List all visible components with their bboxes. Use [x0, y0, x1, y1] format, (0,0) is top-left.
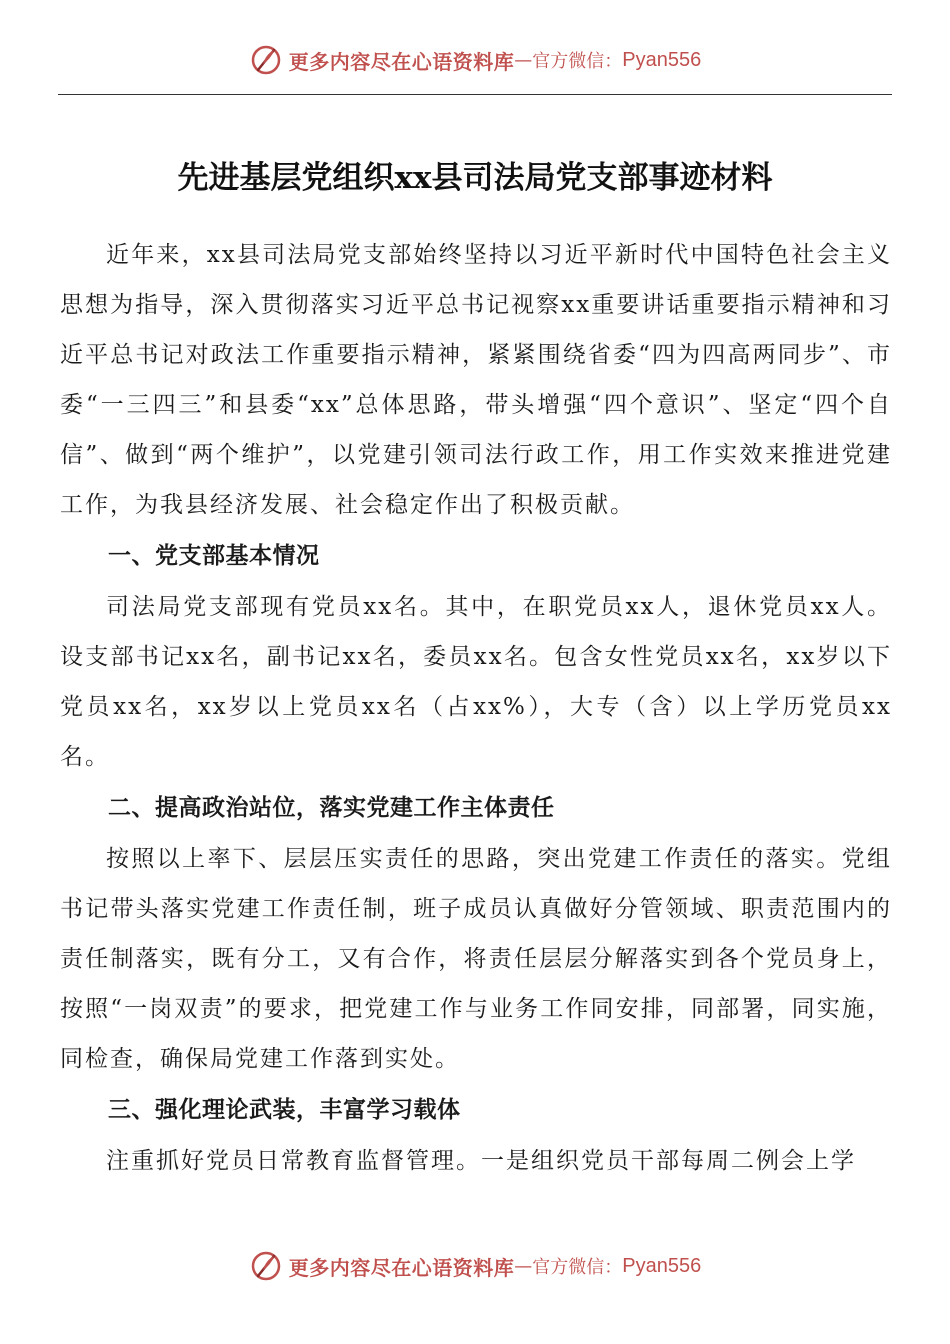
section-heading: 三、强化理论武装，丰富学习载体 [108, 1097, 461, 1123]
section-paragraph: 按照以上率下、层层压实责任的思路，突出党建工作责任的落实。党组书记带头落实党建工作责任制，班子成员认真做好分管领域、职责范围内的责任制落实，既有分工，又有合作，将责任层层分解落实到各个党员身上，按照“一岗双责”的要求，把党建工作与业务工作同安排，同部署，同实施，同检查，确保局党建工作落到实处。 [60, 846, 892, 1072]
section-heading: 二、提高政治站位，落实党建工作主体责任 [108, 795, 555, 821]
watermark-brand: 更多内容尽在心语资料库 [288, 1255, 515, 1280]
header-divider [58, 94, 892, 95]
watermark-header [0, 40, 950, 80]
watermark-brand: 更多内容尽在心语资料库 [288, 49, 515, 74]
quill-logo-icon [249, 43, 283, 77]
watermark-separator: — [514, 49, 533, 71]
watermark-label: 官方微信： [532, 1257, 623, 1278]
intro-paragraph: 近年来，xx县司法局党支部始终坚持以习近平新时代中国特色社会主义思想为指导，深入贯彻落实习近平总书记视察xx重要讲话重要指示精神和习近平总书记对政法工作重要指示精神，紧紧围绕省委“四为四高两同步”、市委“一三四三”和县委“xx”总体思路，带头增强“四个意识”、坚定“四个自信”、做到“两个维护”，以党建引领司法行政工作，用工作实效来推进党建工作，为我县经济发展、社会稳定作出了积极贡献。 [60, 242, 892, 518]
section-heading: 一、党支部基本情况 [108, 543, 320, 569]
watermark-wechat-id: Pyan556 [622, 1254, 702, 1277]
watermark-label: 官方微信： [532, 51, 623, 72]
section-paragraph: 注重抓好党员日常教育监督管理。一是组织党员干部每周二例会上学 [106, 1148, 856, 1174]
watermark-separator: — [514, 1255, 533, 1277]
quill-logo-icon [249, 1249, 283, 1283]
watermark-footer [0, 1246, 950, 1286]
watermark-wechat-id: Pyan556 [622, 48, 702, 71]
section-paragraph: 司法局党支部现有党员xx名。其中，在职党员xx人，退休党员xx人。设支部书记xx名，副书记xx名，委员xx名。包含女性党员xx名，xx岁以下党员xx名，xx岁以上党员xx名（占xx%），大专（含）以上学历党员xx名。 [60, 594, 892, 770]
document-title: 先进基层党组织xx县司法局党支部事迹材料 [177, 160, 773, 196]
document-body [60, 230, 892, 1186]
